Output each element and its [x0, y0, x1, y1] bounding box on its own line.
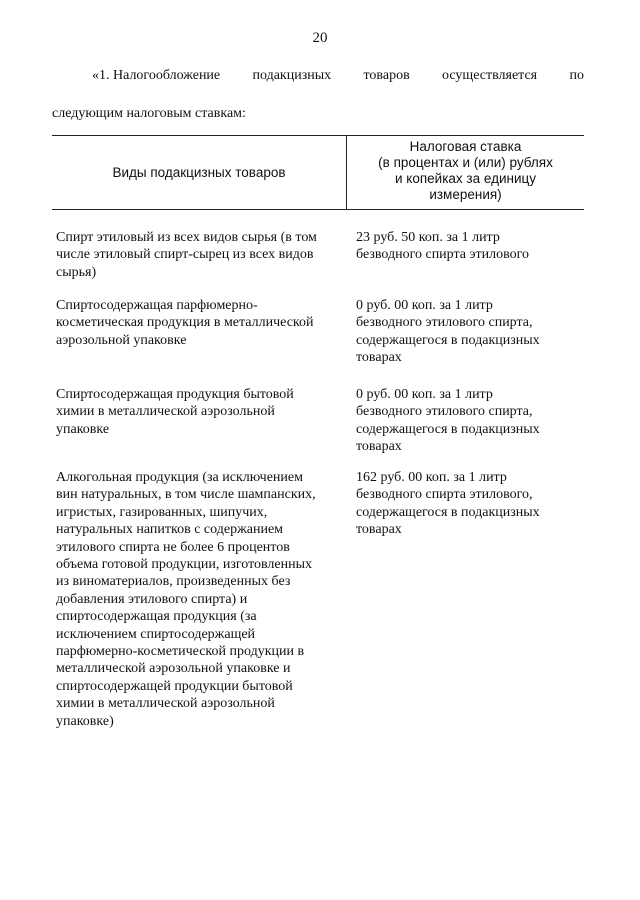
cell-line: содержащегося в подакцизных	[356, 421, 540, 437]
cell-line: химии в металлической аэрозольной	[56, 404, 275, 420]
cell-line: этилового спирта не более 6 процентов	[56, 539, 290, 555]
header-line: Налоговая ставка	[409, 139, 522, 154]
table-row-4-goods	[56, 469, 344, 730]
cell-line: безводного спирта этилового,	[356, 487, 533, 503]
cell-line: из виноматериалов, произведенных без	[56, 574, 291, 590]
cell-line: безводного этилового спирта,	[356, 404, 533, 420]
cell-line: сырья)	[56, 264, 97, 280]
cell-line: Алкогольная продукция (за исключением	[56, 470, 303, 485]
intro-paragraph-line-1	[92, 68, 584, 84]
header-line: и копейках за единицу	[395, 171, 536, 186]
cell-line: содержащегося в подакцизных	[356, 332, 540, 348]
cell-line: Спиртосодержащая продукция бытовой	[56, 387, 294, 402]
cell-line: 0 руб. 00 коп. за 1 литр	[356, 387, 493, 402]
cell-line: вин натуральных, в том числе шампанских,	[56, 487, 316, 503]
intro-word: по	[569, 68, 584, 83]
table-row-3-rate	[356, 386, 582, 456]
table-row-4-rate	[356, 469, 582, 539]
intro-word: подакцизных	[252, 68, 332, 83]
table-row-3-goods	[56, 386, 344, 438]
cell-line: натуральных напитков с содержанием	[56, 522, 284, 538]
table-row-2-rate	[356, 297, 582, 367]
cell-line: числе этиловый спирт-сырец из всех видов	[56, 247, 314, 263]
cell-line: содержащегося в подакцизных	[356, 504, 540, 520]
cell-line: парфюмерно-косметической продукции в	[56, 644, 305, 660]
cell-line: безводного спирта этилового	[356, 247, 530, 263]
cell-line: упаковке	[56, 421, 110, 437]
cell-line: товарах	[356, 439, 402, 455]
page-number: 20	[312, 30, 328, 46]
cell-line: 0 руб. 00 коп. за 1 литр	[356, 298, 493, 313]
intro-word: осуществляется	[442, 68, 538, 83]
cell-line: Спирт этиловый из всех видов сырья (в том	[56, 230, 317, 245]
cell-line: косметическая продукция в металлической	[56, 315, 314, 331]
cell-line: аэрозольной упаковке	[56, 332, 187, 348]
table-row-1-rate	[356, 229, 582, 264]
table-row-1-goods	[56, 229, 344, 281]
table-row-2-goods	[56, 297, 344, 349]
cell-line: игристых, газированных, шипучих,	[56, 504, 268, 520]
table-header-goods-type: Виды подакцизных товаров	[112, 165, 286, 180]
cell-line: Спиртосодержащая парфюмерно-	[56, 298, 258, 313]
cell-line: добавления этилового спирта) и	[56, 591, 248, 607]
cell-line: товарах	[356, 350, 402, 366]
table-header-bottom-border	[52, 209, 584, 210]
cell-line: безводного этилового спирта,	[356, 315, 533, 331]
cell-line: спиртосодержащей продукции бытовой	[56, 678, 293, 694]
cell-line: объема готовой продукции, изготовленных	[56, 557, 313, 573]
cell-line: упаковке)	[56, 713, 114, 729]
cell-line: товарах	[356, 522, 402, 538]
cell-line: металлической аэрозольной упаковке и	[56, 661, 291, 677]
header-line: измерения)	[429, 187, 502, 202]
intro-word: товаров	[363, 68, 410, 83]
table-top-border	[52, 135, 584, 136]
cell-line: 162 руб. 00 коп. за 1 литр	[356, 470, 507, 485]
table-header-tax-rate	[347, 139, 584, 203]
intro-word: «1. Налогообложение	[92, 68, 221, 83]
cell-line: исключением спиртосодержащей	[56, 626, 256, 642]
cell-line: спиртосодержащая продукция (за	[56, 609, 257, 625]
intro-paragraph-line-2: следующим налоговым ставкам:	[52, 106, 246, 121]
header-line: (в процентах и (или) рублях	[378, 155, 553, 170]
cell-line: химии в металлической аэрозольной	[56, 696, 275, 712]
cell-line: 23 руб. 50 коп. за 1 литр	[356, 230, 500, 245]
